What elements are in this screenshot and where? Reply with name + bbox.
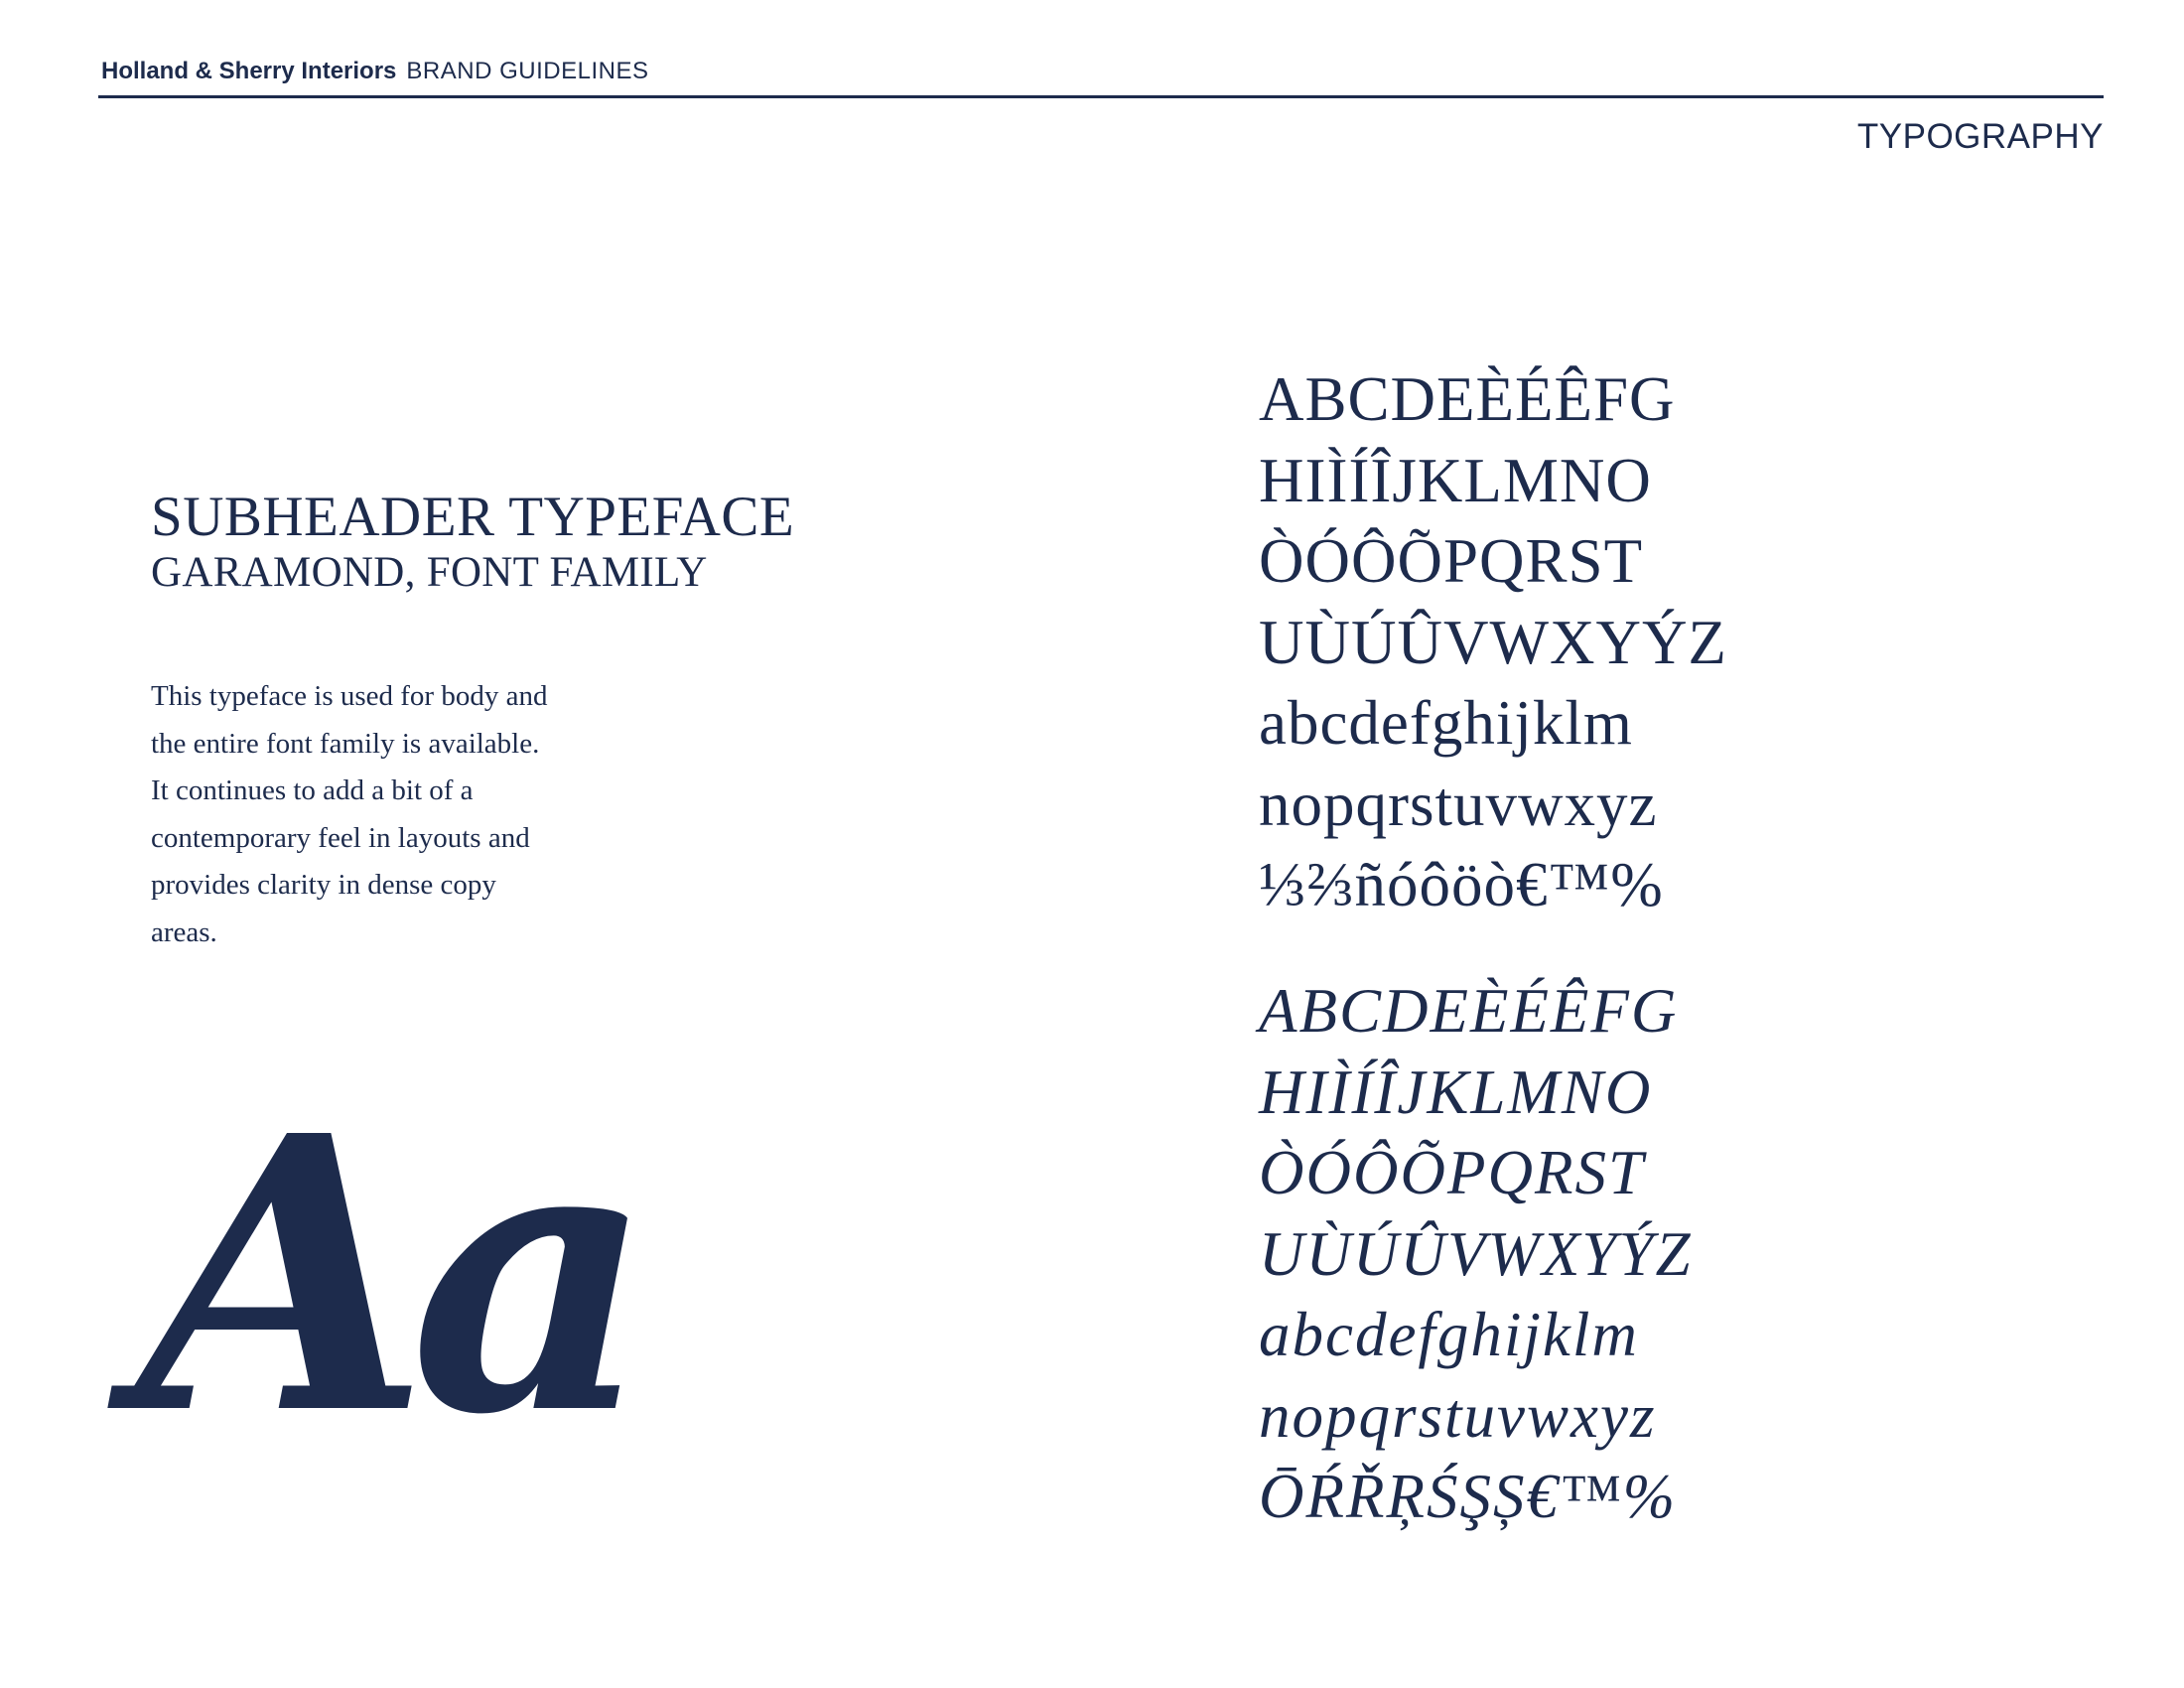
glyph-line: UÙÚÛVWXYÝZ: [1259, 1218, 1693, 1289]
brand-name: Holland & Sherry Interiors: [101, 58, 397, 84]
glyph-line: ŌŔŘŖŚŞȘ€™%: [1259, 1462, 1678, 1531]
header-divider: [98, 95, 2104, 98]
body-copy-line: This typeface is used for body and: [151, 680, 548, 712]
glyph-line: ABCDEÈÉÊFG: [1259, 364, 1676, 434]
subheader-subtitle: GARAMOND, FONT FAMILY: [151, 549, 708, 596]
glyph-line: UÙÚÛVWXYÝZ: [1259, 607, 1727, 677]
glyph-line: abcdefghijklm: [1259, 1300, 1639, 1369]
subheader-title: SUBHEADER TYPEFACE: [151, 486, 795, 548]
body-copy-line: provides clarity in dense copy: [151, 869, 496, 901]
typeface-specimen: Aa: [137, 1054, 635, 1497]
glyph-line: ABCDEÈÉÊFG: [1259, 976, 1679, 1046]
body-copy-line: areas.: [151, 915, 217, 948]
glyph-line: nopqrstuvwxyz: [1259, 769, 1658, 839]
subheader-block: [151, 487, 794, 598]
body-copy: [151, 673, 617, 956]
body-copy-line: the entire font family is available.: [151, 727, 540, 760]
glyph-line: HIÌÍÎJKLMNO: [1259, 445, 1652, 515]
glyph-line: abcdefghijklm: [1259, 688, 1633, 758]
glyph-line: nopqrstuvwxyz: [1259, 1380, 1657, 1451]
glyph-set-italic: [1259, 971, 1693, 1538]
body-copy-line: It continues to add a bit of a: [151, 774, 474, 806]
glyph-set-roman: [1259, 359, 1727, 926]
document-title: BRAND GUIDELINES: [406, 58, 649, 84]
glyph-line: ⅓⅔ñóôöò€™%: [1259, 850, 1664, 919]
body-copy-line: contemporary feel in layouts and: [151, 821, 530, 854]
glyph-line: ÒÓÔÕPQRST: [1259, 526, 1644, 596]
glyph-line: ÒÓÔÕPQRST: [1259, 1138, 1645, 1207]
page-header: [101, 58, 648, 85]
glyph-line: HIÌÍÎJKLMNO: [1259, 1056, 1653, 1127]
section-title: TYPOGRAPHY: [1856, 117, 2104, 156]
